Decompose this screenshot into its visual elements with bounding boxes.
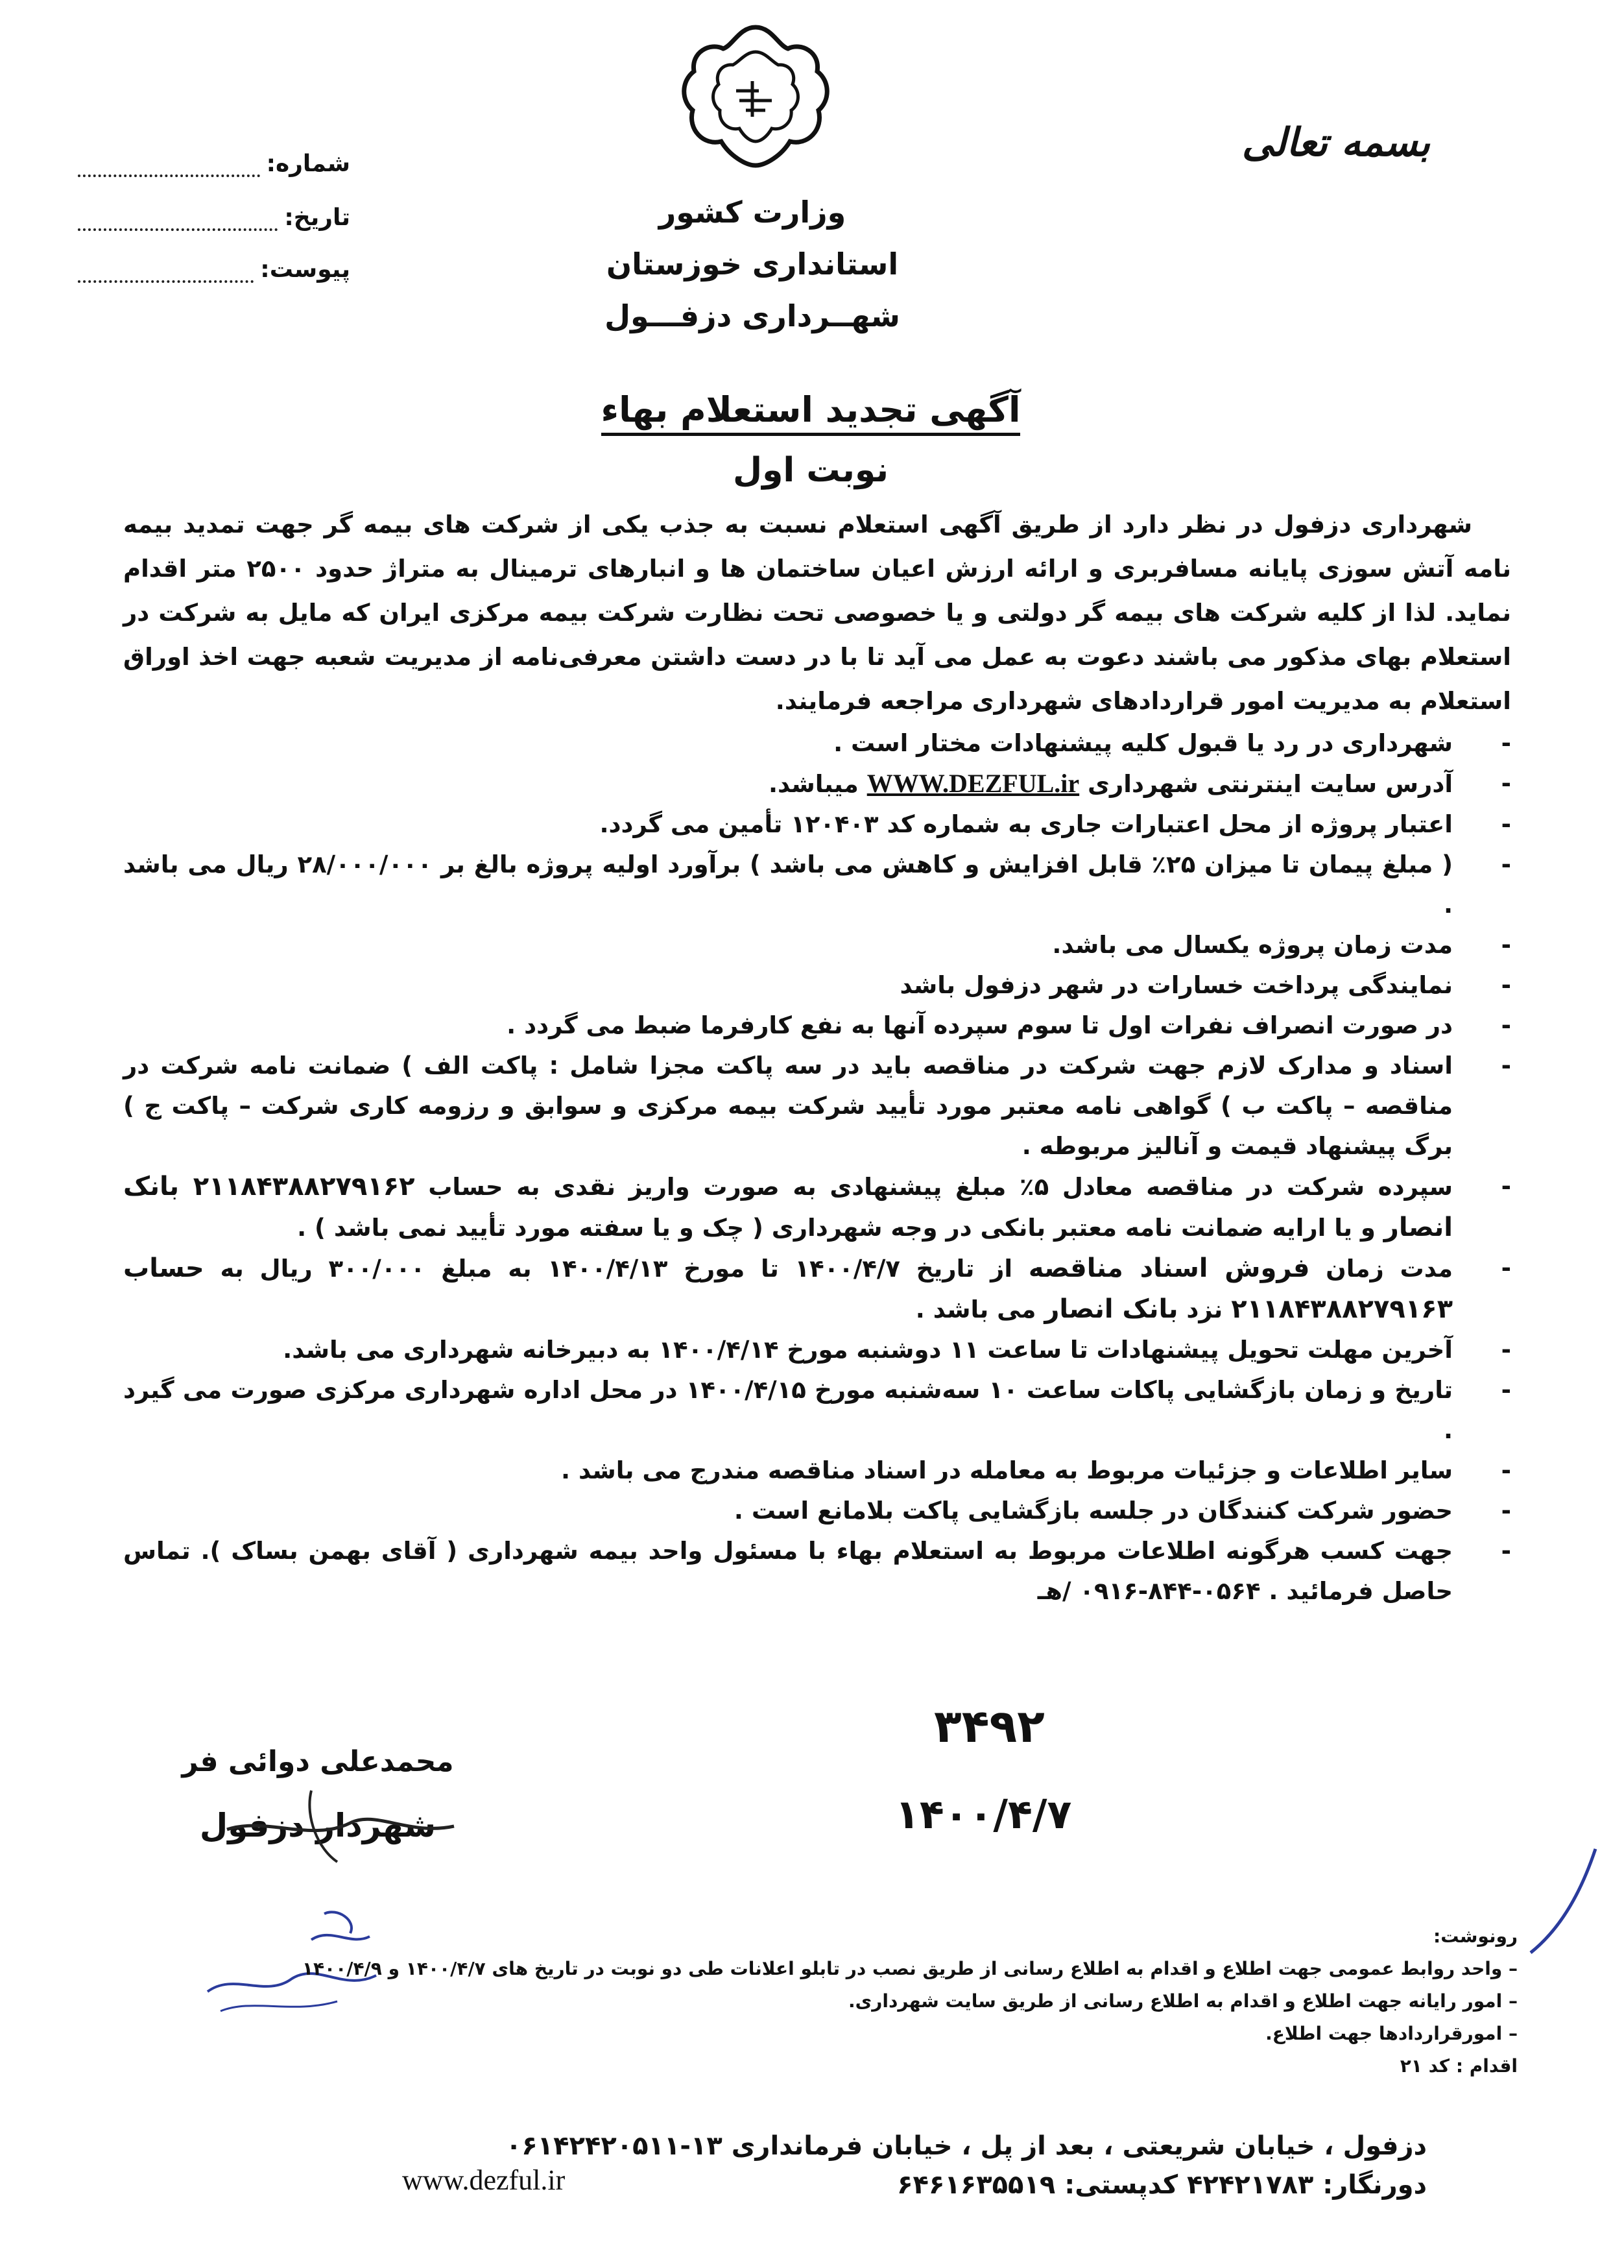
date-field (78, 204, 350, 231)
org-ministry: وزارت کشور (658, 195, 846, 230)
condition-item: - آدرس سایت اینترنتی شهرداری WWW.DEZFUL.ir میباشد. (123, 764, 1511, 804)
sale-account: حساب ۲۱۱۸۴۳۸۸۲۷۹۱۶۳ (123, 1253, 1453, 1324)
condition-item: - ( مبلغ پیمان تا میزان ۲۵٪ قابل افزایش و کاهش می باشد ) برآورد اولیه پروژه بالغ بر ۲۸/۰۰۰/۰۰۰ ریال می باشد . (123, 845, 1511, 925)
condition-item: - تاریخ و زمان بازگشایی پاکات ساعت ۱۰ سه‌شنبه مورخ ۱۴۰۰/۴/۱۵ در محل اداره شهرداری مرکزی صورت می گیرد . (123, 1370, 1511, 1451)
carbon-copy-section (130, 1920, 1518, 2082)
notice-round: نوبت اول (732, 451, 889, 490)
condition-item: - حضور شرکت کنندگان در جلسه بازگشایی پاکت بلامانع است . (123, 1491, 1511, 1531)
condition-item: - اعتبار پروژه از محل اعتبارات جاری به شماره کد ۱۲۰۴۰۳ تأمین می گردد. (123, 804, 1511, 845)
bismillah-text: بسمه تعالی (1241, 120, 1431, 165)
org-municipality: شهــرداری دزفـــول (604, 298, 900, 333)
number-field (78, 151, 350, 177)
registration-date: ۱۴۰۰/۴/۷ (895, 1791, 1072, 1838)
condition-item: - جهت کسب هرگونه اطلاعات مربوط به استعلام بهاء با مسئول واحد بیمه شهرداری ( آقای بهمن بساک ). تماس حاصل فرمائید . ۰۵۶۴-۸۴۴-۰۹۱۶ /هـ (123, 1531, 1511, 1611)
org-province: استانداری خوزستان (606, 247, 899, 282)
attachment-dots (78, 274, 254, 283)
deposit-account: ۲۱۱۸۴۳۸۸۲۷۹۱۶۲ بانک انصار (123, 1172, 1453, 1242)
cc-line: – امور رایانه جهت اطلاع و اقدام به اطلاع رسانی از طریق سایت شهرداری. (848, 1990, 1518, 2012)
notice-intro: شهرداری دزفول در نظر دارد از طریق آگهی استعلام نسبت به جذب یکی از شرکت های بیمه گر جهت تمدید بیمه نامه آتش سوزی پایانه مسافربری و ارائه ارزش اعیان ساختمان ها و انبارهای ترمینال به متراژ حدود ۲۵۰۰ متر اقدام نماید. لذا از کلیه شرکت های بیمه گر دولتی و یا خصوصی تحت نظارت شرکت بیمه مرکزی ایران که مایل به شرکت در استعلام بهای مذکور می باشند دعوت به عمل می آید تا با در دست داشتن معرفی‌نامه از مدیریت شعبه جهت اخذ اوراق استعلام به مدیریت امور قراردادهای شهرداری مراجعه فرمایند. (123, 511, 1512, 715)
cc-line: – امورقراردادها جهت اطلاع. (1265, 2023, 1518, 2044)
signature-scribble (214, 1778, 460, 1868)
attachment-field (78, 256, 350, 283)
date-dots (78, 222, 278, 231)
date-label: تاریخ: (284, 204, 350, 231)
cc-heading: رونوشت: (1433, 1925, 1518, 1947)
registration-number: ۳۴۹۲ (934, 1700, 1045, 1753)
condition-item: - در صورت انصراف نفرات اول تا سوم سپرده آنها به نفع کارفرما ضبط می گردد . (123, 1006, 1511, 1046)
footer-website[interactable]: www.dezful.ir (402, 2164, 566, 2196)
notice-body (123, 503, 1511, 1611)
footer-address: دزفول ، خیابان شریعتی ، بعد از پل ، خیابان فرمانداری ۱۳-۰۶۱۴۲۴۲۰۵۱۱ (505, 2131, 1427, 2161)
condition-item: - سایر اطلاعات و جزئیات مربوط به معامله در اسناد مناقصه مندرج می باشد . (123, 1451, 1511, 1491)
municipality-logo (675, 19, 837, 175)
signatory-title: شهردار دزفول (199, 1807, 436, 1844)
website-link[interactable]: WWW.DEZFUL.ir (866, 769, 1080, 798)
condition-item: - مدت زمان پروژه یکسال می باشد. (123, 925, 1511, 965)
attachment-label: پیوست: (260, 256, 350, 283)
condition-item: - آخرین مهلت تحویل پیشنهادات تا ساعت ۱۱ دوشنبه مورخ ۱۴۰۰/۴/۱۴ به دبیرخانه شهرداری می باشد. (123, 1330, 1511, 1370)
condition-item: - نمایندگی پرداخت خسارات در شهر دزفول باشد (123, 965, 1511, 1006)
cc-line: – واحد روابط عمومی جهت اطلاع و اقدام به اطلاع رسانی از طریق نصب در تابلو اعلانات طی دو نوبت در تاریخ های ۱۴۰۰/۴/۷ و ۱۴۰۰/۴/۹ (302, 1958, 1518, 1979)
signatory-name: محمدعلی دوائی فر (182, 1745, 454, 1778)
number-label: شماره: (266, 151, 350, 177)
condition-item: - سپرده شرکت در مناقصه معادل ۵٪ مبلغ پیشنهادی به صورت واریز نقدی به حساب ۲۱۱۸۴۳۸۸۲۷۹۱۶۲ بانک انصار و یا ارایه ضمانت نامه معتبر بانکی در وجه شهرداری ( چک و یا سفته مورد تأیید نمی باشد ) . (123, 1166, 1511, 1248)
number-dots (78, 168, 260, 177)
cc-action-code: اقدام : کد ۲۱ (1400, 2055, 1518, 2077)
footer-fax-postal: دورنگار: ۴۲۴۲۱۷۸۳ کدپستی: ۶۴۶۱۶۳۵۵۱۹ (897, 2170, 1427, 2200)
condition-item: - شهرداری در رد یا قبول کلیه پیشنهادات مختار است . (123, 723, 1511, 764)
notice-title: آگهی تجدید استعلام بهاء (324, 389, 1297, 430)
condition-item: - اسناد و مدارک لازم جهت شرکت در مناقصه باید در سه پاکت مجزا شامل : پاکت الف ) ضمانت نامه شرکت در مناقصه – پاکت ب ) گواهی نامه معتبر مورد تأیید شرکت بیمه مرکزی و سوابق و رزومه کاری شرکت – پاکت ج ) برگ پیشنهاد قیمت و آنالیز مربوطه . (123, 1046, 1511, 1166)
conditions-list (123, 723, 1511, 1611)
condition-item: - مدت زمان فروش اسناد مناقصه از تاریخ ۱۴۰۰/۴/۷ تا مورخ ۱۴۰۰/۴/۱۳ به مبلغ ۳۰۰/۰۰۰ ریال به حساب ۲۱۱۸۴۳۸۸۲۷۹۱۶۳ نزد بانک انصار می باشد . (123, 1248, 1511, 1330)
pen-stroke-mark (1518, 1842, 1602, 1959)
